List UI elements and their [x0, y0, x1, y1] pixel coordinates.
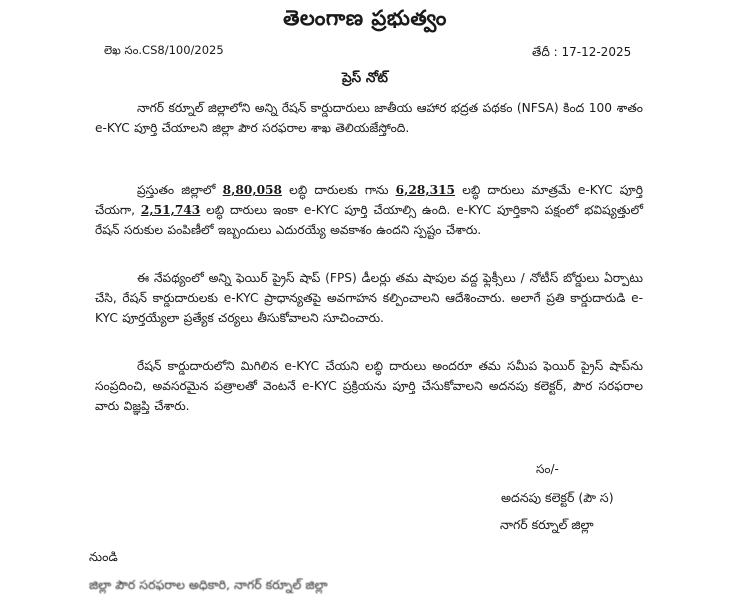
signature-mark: సం/- — [536, 462, 559, 476]
issue-date: తేదీ : 17-12-2025 — [532, 45, 632, 59]
from-label: నుండి — [89, 549, 118, 564]
sender-line-cut-off: జిల్లా పౌర సరఫరాల అధికారి, నాగర్ కర్నూల్ జిల్లా — [89, 577, 328, 592]
stats-text-4: లబ్ధి దారులు ఇంకా e-KYC పూర్తి చేయాల్సి ఉంది. e-KYC పూర్తికాని పక్షంలో భవిష్యత్తులో రేషన్ సరుకుల పంపిణీలో ఇబ్బందులు ఎదురయ్యే అవకాశం ఉందని స్పష్టం చేశారు. — [95, 203, 643, 237]
stats-text-1: ప్రస్తుతం జిల్లాలో — [137, 183, 223, 197]
reference-number: లెఖ సం.CS8/100/2025 — [104, 43, 224, 57]
paragraph-intro: నాగర్ కర్నూల్ జిల్లాలోని అన్ని రేషన్ కార్డుదారులు జాతీయ ఆహార భద్రత పథకం (NFSA) కింద 100 శాతం e-KYC పూర్తి చేయాలని జిల్లా పౌర సరఫరాల శాఖ తెలియజేస్తోంది. — [95, 101, 643, 135]
completed-beneficiaries: 6,28,315 — [395, 183, 456, 197]
paragraph-statistics — [95, 180, 643, 240]
signatory-designation: అదనపు కలెక్టర్ (పౌ స) — [501, 490, 614, 505]
stats-text-2: లబ్ధి దారులకు గాను — [282, 183, 396, 197]
paragraph-appeal: రేషన్ కార్డుదారులోని మిగిలిన e-KYC చేయని లబ్ధి దారులు అందరూ తమ సమీప ఫెయిర్ ప్రైస్ షాప్‌ను సంప్రదించి, అవసరమైన పత్రాలతో వెంటనే e-KYC ప్రక్రియను పూర్తి చేసుకోవాలని అదనపు కలెక్టర్, పౌర సరఫరాల వారు విజ్ఞప్తి చేశారు. — [95, 359, 643, 413]
total-beneficiaries: 8,80,058 — [222, 183, 283, 197]
signatory-district: నాగర్ కర్నూల్ జిల్లా — [500, 517, 594, 532]
stats-text-3: లబ్ధి దారులు మాత్రమే e-KYC పూర్తి చేయగా, — [95, 183, 643, 217]
government-title: తెలంగాణ ప్రభుత్వం — [283, 6, 447, 30]
paragraph-dealer-instructions: ఈ నేపథ్యంలో అన్ని ఫెయిర్ ప్రైస్ షాప్ (FPS) డీలర్లు తమ షాపుల వద్ద ఫ్లెక్సీలు / నోటీస్ బోర్డులు ఏర్పాటు చేసి, రేషన్ కార్డుదారులకు e-KYC ప్రాధాన్యతపై అవగాహన కల్పించాలని ఆదేశించారు. అలాగే ప్రతి కార్డుదారుడి e-KYC పూర్తయ్యేలా ప్రత్యేక చర్యలు తీసుకోవాలని సూచించారు. — [95, 271, 643, 325]
pending-beneficiaries: 2,51,743 — [140, 203, 201, 217]
press-note-heading: ప్రెస్ నోట్ — [342, 70, 388, 86]
